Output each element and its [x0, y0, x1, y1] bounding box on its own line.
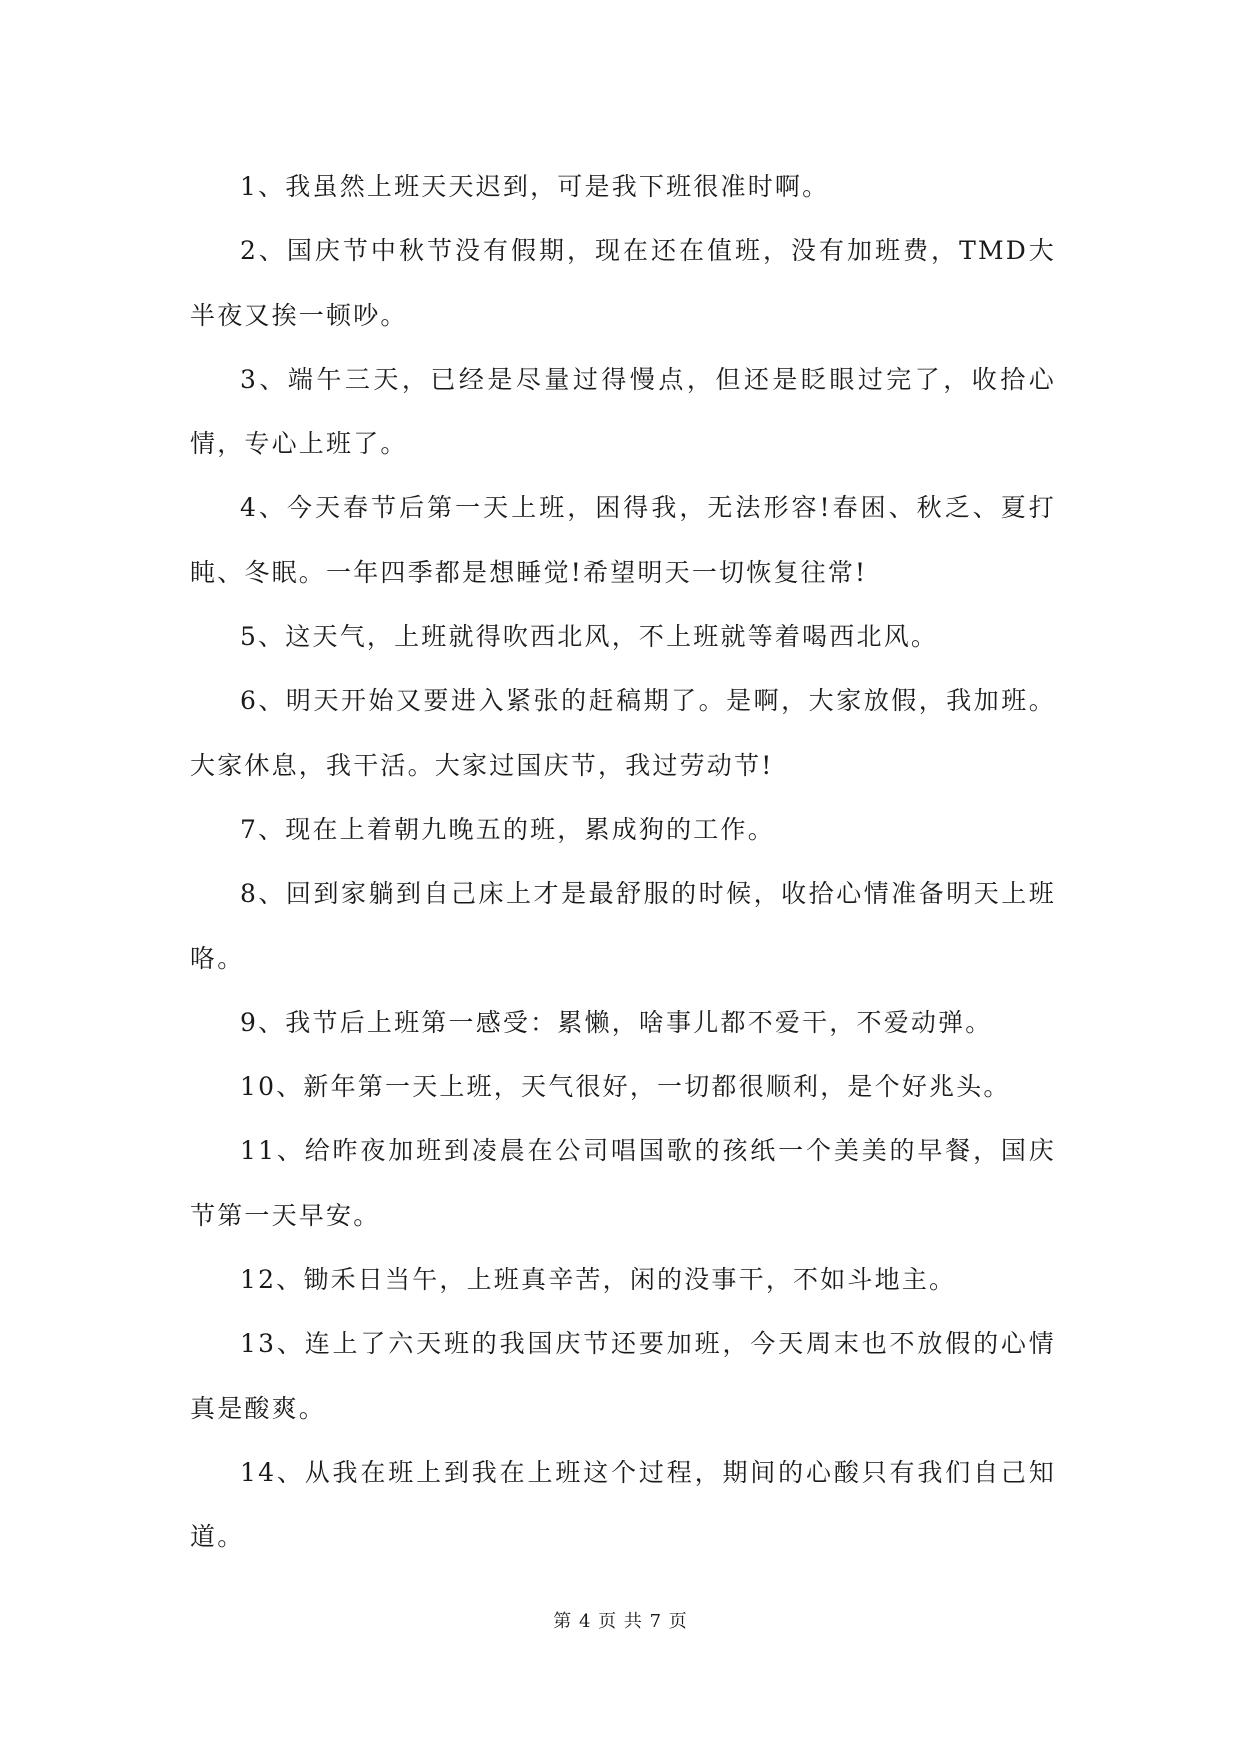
paragraph-6: 6、明天开始又要进入紧张的赶稿期了。是啊，大家放假，我加班。大家休息，我干活。大家过国庆节，我过劳动节! [190, 686, 1056, 780]
document-body [190, 155, 1056, 1570]
paragraph-4: 4、今天春节后第一天上班，困得我，无法形容!春困、秋乏、夏打盹、冬眠。一年四季都是想睡觉!希望明天一切恢复往常! [190, 493, 1056, 587]
paragraph-5: 5、这天气，上班就得吹西北风，不上班就等着喝西北风。 [240, 622, 939, 652]
paragraph-8: 8、回到家躺到自己床上才是最舒服的时候，收拾心情准备明天上班咯。 [190, 879, 1056, 973]
paragraph-12: 12、锄禾日当午，上班真辛苦，闲的没事干，不如斗地主。 [240, 1265, 957, 1295]
paragraph-3: 3、端午三天，已经是尽量过得慢点，但还是眨眼过完了，收拾心情，专心上班了。 [190, 364, 1056, 459]
paragraph-14: 14、从我在班上到我在上班这个过程，期间的心酸只有我们自己知道。 [190, 1457, 1056, 1552]
paragraph-10: 10、新年第一天上班，天气很好，一切都很顺利，是个好兆头。 [240, 1072, 1011, 1102]
paragraph-2: 2、国庆节中秋节没有假期，现在还在值班，没有加班费，TMD大半夜又挨一顿吵。 [190, 236, 1056, 330]
page-number-footer: 第 4 页 共 7 页 [553, 1611, 688, 1632]
paragraph-7: 7、现在上着朝九晚五的班，累成狗的工作。 [240, 814, 775, 844]
paragraph-13: 13、连上了六天班的我国庆节还要加班，今天周末也不放假的心情真是酸爽。 [190, 1329, 1056, 1423]
paragraph-9: 9、我节后上班第一感受：累懒，啥事儿都不爱干，不爱动弹。 [240, 1007, 993, 1037]
paragraph-11: 11、给昨夜加班到凌晨在公司唱国歌的孩纸一个美美的早餐，国庆节第一天早安。 [190, 1136, 1056, 1230]
paragraph-1: 1、我虽然上班天天迟到，可是我下班很准时啊。 [240, 172, 830, 201]
